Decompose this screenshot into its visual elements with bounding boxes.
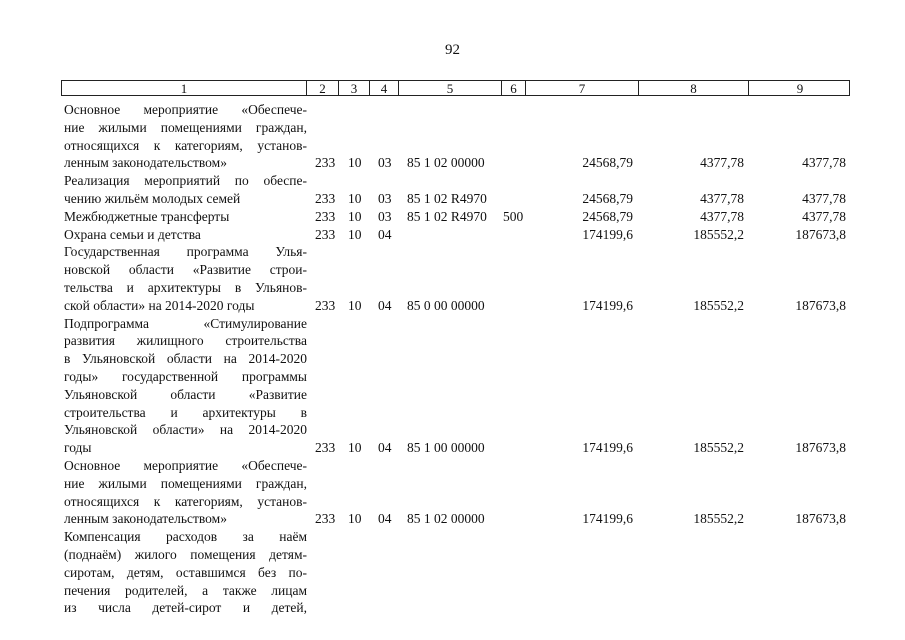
description-line: ние жилыми помещениями граждан, [64,475,307,491]
description-line: ние жилыми помещениями граждан, [64,119,307,135]
header-col-9: 9 [748,81,851,95]
description-line: новской области «Развитие строи- [64,262,307,278]
description-line: в Ульяновской области на 2014-2020 [64,351,307,367]
cell-col-3: 10 [348,208,362,224]
cell-col-2: 233 [315,440,336,456]
cell-col-7: 174199,6 [582,226,633,242]
description-line: Подпрограмма «Стимулирование [64,315,307,331]
header-col-4: 4 [369,81,398,95]
cell-col-2: 233 [315,511,336,527]
cell-col-3: 10 [348,297,362,313]
description-line: тельства и архитектуры в Ульянов- [64,279,307,295]
cell-col-5: 85 1 02 00000 [407,155,485,171]
description-line: развития жилищного строительства [64,333,307,349]
header-col-3: 3 [338,81,369,95]
cell-col-3: 10 [348,511,362,527]
row-description [64,172,307,208]
cell-col-9: 187673,8 [795,226,846,242]
header-col-7: 7 [525,81,638,95]
description-line: ской области» на 2014-2020 годы [64,297,255,313]
description-line: чению жильём молодых семей [64,190,241,206]
cell-col-5: 85 1 02 00000 [407,511,485,527]
description-line: относящихся к категориям, установ- [64,137,307,153]
header-col-2: 2 [306,81,338,95]
row-description [64,226,307,244]
cell-col-2: 233 [315,226,336,242]
cell-col-3: 10 [348,155,362,171]
cell-col-5: 85 0 00 00000 [407,297,485,313]
cell-col-4: 03 [378,155,392,171]
cell-col-4: 04 [378,226,392,242]
description-line: годы» государственной программы [64,368,307,384]
cell-col-3: 10 [348,440,362,456]
page-number: 92 [445,42,460,58]
description-line: строительства и архитектуры в [64,404,307,420]
cell-col-3: 10 [348,226,362,242]
cell-col-9: 187673,8 [795,297,846,313]
cell-col-8: 4377,78 [700,190,744,206]
cell-col-4: 04 [378,297,392,313]
row-description [64,208,307,226]
cell-col-8: 4377,78 [700,208,744,224]
row-description [64,457,307,528]
cell-col-5: 85 1 02 R4970 [407,208,487,224]
cell-col-8: 185552,2 [693,226,744,242]
description-line: Компенсация расходов за наём [64,529,307,545]
cell-col-7: 24568,79 [582,190,633,206]
cell-col-9: 4377,78 [802,155,846,171]
description-line: из числа детей-сирот и детей, [64,600,307,616]
description-line: Реализация мероприятий по обеспе- [64,173,307,189]
description-line: сиротам, детям, оставшимся без по- [64,564,307,580]
description-line: Охрана семьи и детства [64,226,201,242]
cell-col-5: 85 1 00 00000 [407,440,485,456]
cell-col-2: 233 [315,297,336,313]
description-line: ленным законодательством» [64,155,227,171]
cell-col-7: 174199,6 [582,511,633,527]
cell-col-8: 185552,2 [693,297,744,313]
description-line: Основное мероприятие «Обеспече- [64,458,307,473]
cell-col-7: 24568,79 [582,155,633,171]
cell-col-9: 4377,78 [802,208,846,224]
cell-col-7: 174199,6 [582,297,633,313]
cell-col-4: 04 [378,440,392,456]
description-line: ленным законодательством» [64,511,227,527]
description-line: Государственная программа Улья- [64,244,307,260]
header-col-5: 5 [398,81,501,95]
description-line: годы [64,440,92,456]
description-line: Основное мероприятие «Обеспече- [64,102,307,117]
header-col-8: 8 [638,81,748,95]
description-line: Межбюджетные трансферты [64,208,230,224]
cell-col-2: 233 [315,208,336,224]
cell-col-7: 174199,6 [582,440,633,456]
description-line: Ульяновской области «Развитие [64,386,307,402]
cell-col-3: 10 [348,190,362,206]
description-line: (поднаём) жилого помещения детям- [64,546,307,562]
description-line: относящихся к категориям, установ- [64,493,307,509]
row-description [64,315,307,457]
cell-col-8: 185552,2 [693,511,744,527]
description-line: Ульяновской области» на 2014-2020 [64,422,307,438]
cell-col-7: 24568,79 [582,208,633,224]
cell-col-9: 4377,78 [802,190,846,206]
row-description [64,243,307,314]
cell-col-4: 03 [378,208,392,224]
row-description [64,101,307,172]
cell-col-4: 03 [378,190,392,206]
cell-col-8: 4377,78 [700,155,744,171]
cell-col-6: 500 [503,208,524,224]
cell-col-9: 187673,8 [795,440,846,456]
header-col-1: 1 [180,81,188,96]
table-header [61,80,850,96]
header-col-6: 6 [501,81,525,95]
cell-col-2: 233 [315,190,336,206]
cell-col-2: 233 [315,155,336,171]
cell-col-5: 85 1 02 R4970 [407,190,487,206]
cell-col-8: 185552,2 [693,440,744,456]
row-description [64,528,307,617]
description-line: печения родителей, а также лицам [64,582,307,598]
cell-col-9: 187673,8 [795,511,846,527]
cell-col-4: 04 [378,511,392,527]
